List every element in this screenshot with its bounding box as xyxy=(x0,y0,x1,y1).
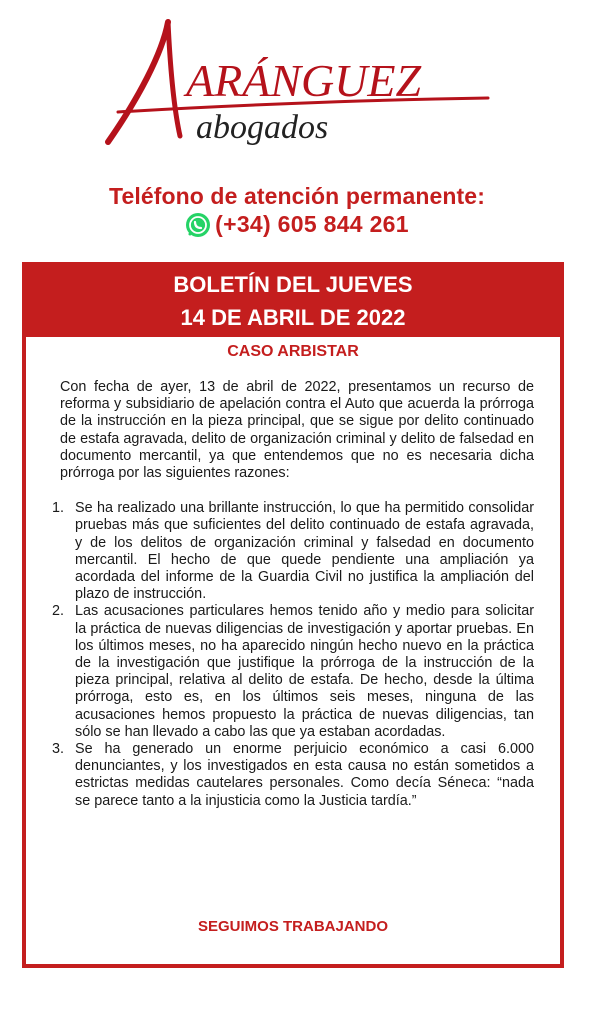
firm-logo-graphic xyxy=(98,14,498,164)
list-item-number: 2. xyxy=(52,603,65,620)
reasons-list xyxy=(52,500,534,810)
bulletin-heading-line1: BOLETÍN DEL JUEVES xyxy=(173,272,413,297)
whatsapp-icon xyxy=(185,212,211,238)
bulletin-card xyxy=(22,262,564,968)
bulletin-heading-line2: 14 DE ABRIL DE 2022 xyxy=(180,305,406,330)
list-item xyxy=(52,603,534,741)
firm-logo xyxy=(98,14,498,164)
case-title: CASO ARBISTAR xyxy=(227,343,359,360)
list-item xyxy=(52,500,534,603)
phone-title: Teléfono de atención permanente: xyxy=(109,183,485,209)
bulletin-body xyxy=(52,379,534,810)
logo-name: ARÁNGUEZ xyxy=(186,55,422,106)
list-item-number: 3. xyxy=(52,741,65,758)
phone-number[interactable]: (+34) 605 844 261 xyxy=(215,211,409,237)
intro-paragraph: Con fecha de ayer, 13 de abril de 2022, presentamos un recurso de reforma y subsidiario de apelación contra el Auto que acuerda la prórroga de la instrucción en la pieza principal, que se sigue por delito continuado de estafa agravada, delito de organización criminal y delito de falsedad en documento mercantil, ya que entendemos que no es necesaria dicha prórroga por las siguientes razones: xyxy=(60,379,534,482)
bulletin-banner xyxy=(26,266,560,337)
list-item-text: Se ha realizado una brillante instrucción, lo que ha permitido consolidar pruebas más que suficientes del delito continuado de estafa agravada, y de los delitos de organización criminal y falsedad en documento mercantil. El hecho de que quede pendiente una ampliación ya acordada del informe de la Guardia Civil no justifica la ampliación del plazo de instrucción. xyxy=(75,500,534,603)
phone-row[interactable] xyxy=(0,211,594,238)
list-item-number: 1. xyxy=(52,500,65,517)
list-item-text: Se ha generado un enorme perjuicio económico a casi 6.000 denunciantes, y los investigados en esta causa no están sometidos a estrictas medidas cautelares personales. Como decía Séneca: “nada se parece tanto a la injusticia como la Justicia tardía.” xyxy=(75,741,534,809)
logo-subtitle: abogados xyxy=(196,109,329,146)
list-item-text: Las acusaciones particulares hemos tenido año y medio para solicitar la práctica de nuevas diligencias de investigación y aportar pruebas. En los últimos meses, no ha aparecido ningún hecho nuevo en la práctica de la investigación que justifique la prórroga de la instrucción de la pieza principal, relativa al delito de estafa. De hecho, desde la última prórroga, esto es, en los últimos seis meses, ninguna de las acusaciones hemos propuesto la práctica de nuevas diligencias, tan sólo se han llevado a cabo las que ya estaban acordadas. xyxy=(75,603,534,740)
list-item xyxy=(52,741,534,810)
closing-line: SEGUIMOS TRABAJANDO xyxy=(197,918,388,935)
